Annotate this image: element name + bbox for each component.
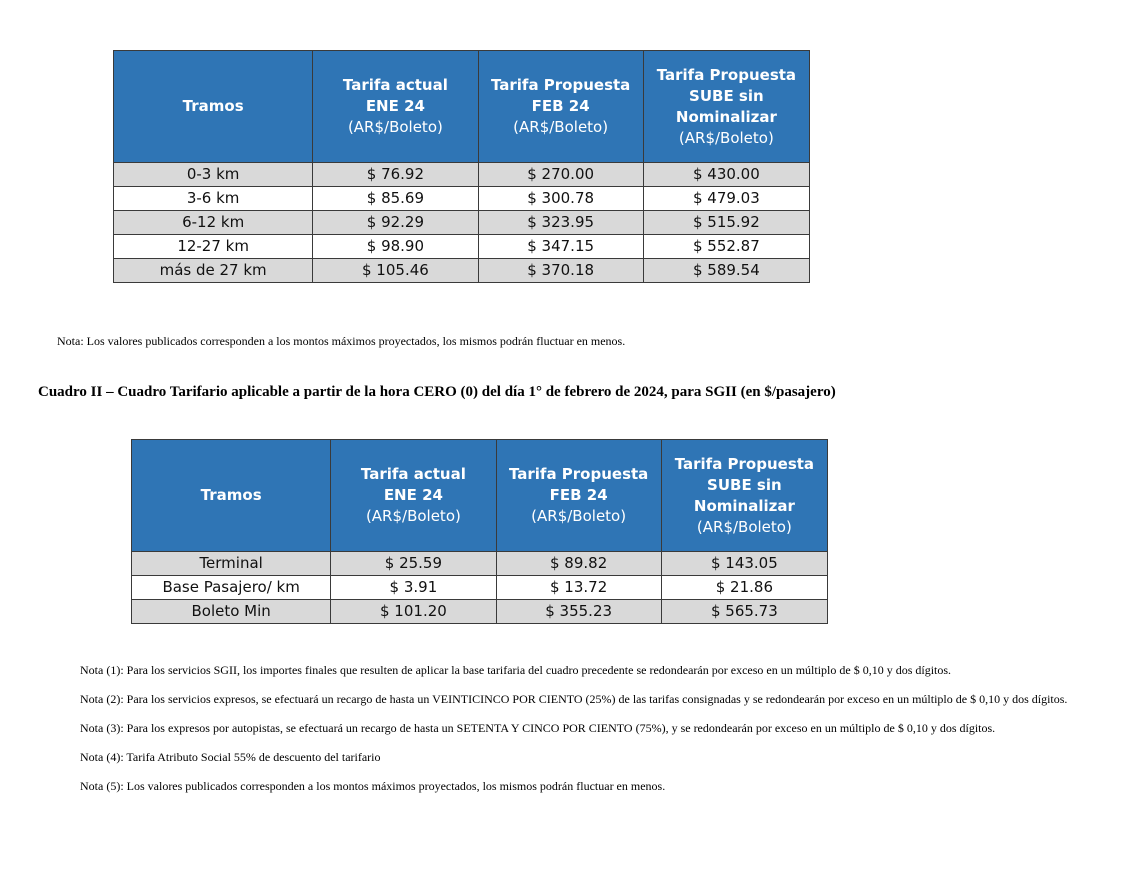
cell-tarifa-actual: $ 98.90 — [313, 235, 478, 259]
header-tarifa-actual — [313, 51, 478, 163]
table-row — [114, 259, 810, 283]
table-row — [132, 552, 828, 576]
cell-tarifa-actual: $ 105.46 — [313, 259, 478, 283]
cell-tarifa-actual: $ 85.69 — [313, 187, 478, 211]
cell-tarifa-sube: $ 589.54 — [643, 259, 809, 283]
cell-tarifa-propuesta: $ 370.18 — [478, 259, 643, 283]
cell-tarifa-propuesta: $ 89.82 — [496, 552, 661, 576]
cell-tarifa-sube: $ 21.86 — [661, 576, 827, 600]
header-tarifa-propuesta — [478, 51, 643, 163]
header-line: Tarifa Propuesta — [490, 76, 631, 94]
cell-tramo: Base Pasajero/ km — [132, 576, 331, 600]
header-line: SUBE sin — [689, 86, 764, 105]
header-tramos — [114, 51, 313, 163]
cell-tarifa-actual: $ 25.59 — [331, 552, 496, 576]
table-row — [114, 235, 810, 259]
cell-tarifa-sube: $ 143.05 — [661, 552, 827, 576]
cell-tarifa-actual: $ 76.92 — [313, 163, 478, 187]
cell-tarifa-actual: $ 92.29 — [313, 211, 478, 235]
cell-tarifa-actual: $ 101.20 — [331, 600, 496, 624]
cell-tarifa-sube: $ 565.73 — [661, 600, 827, 624]
cell-tarifa-propuesta: $ 347.15 — [478, 235, 643, 259]
header-unit: (AR$/Boleto) — [678, 128, 774, 147]
header-unit: (AR$/Boleto) — [513, 118, 609, 136]
fare-table-1-header-row — [114, 51, 810, 163]
note-1: Nota (1): Para los servicios SGII, los importes finales que resulten de aplicar la base tarifaria del cuadro precedente se redondearán por exceso en un múltiplo de $ 0,10 y dos dígitos. — [80, 663, 952, 677]
cell-tramo: 3-6 km — [114, 187, 313, 211]
header-unit: (AR$/Boleto) — [696, 517, 792, 536]
header-line: Tarifa Propuesta — [656, 65, 797, 84]
cell-tarifa-sube: $ 515.92 — [643, 211, 809, 235]
fare-table-1 — [113, 50, 810, 283]
fare-table-2 — [131, 439, 828, 624]
cell-tramo: 6-12 km — [114, 211, 313, 235]
cell-tramo: más de 27 km — [114, 259, 313, 283]
header-line: Tarifa actual — [360, 465, 466, 483]
note-2: Nota (2): Para los servicios expresos, se efectuará un recargo de hasta un VEINTICINCO POR CIENTO (25%) de las tarifas consignadas y se redondearán por exceso en un múltiplo de $ 0,10 y dos dígitos. — [80, 692, 1068, 706]
table-row — [114, 163, 810, 187]
note-4: Nota (4): Tarifa Atributo Social 55% de descuento del tarifario — [80, 750, 381, 764]
note-top: Nota: Los valores publicados corresponden a los montos máximos proyectados, los mismos podrán fluctuar en menos. — [57, 334, 626, 348]
cell-tarifa-propuesta: $ 13.72 — [496, 576, 661, 600]
fare-table-2-header-row — [132, 440, 828, 552]
header-unit: (AR$/Boleto) — [531, 507, 627, 525]
header-tarifa-sube — [643, 51, 809, 163]
table-row — [132, 600, 828, 624]
header-line: Tarifa Propuesta — [674, 454, 815, 473]
table-2-caption: Cuadro II – Cuadro Tarifario aplicable a partir de la hora CERO (0) del día 1° de febrero de 2024, para SGII (en $/pasajero) — [38, 384, 836, 400]
header-tarifa-propuesta — [496, 440, 661, 552]
header-line: FEB 24 — [531, 97, 590, 115]
cell-tarifa-propuesta: $ 300.78 — [478, 187, 643, 211]
note-5: Nota (5): Los valores publicados corresponden a los montos máximos proyectados, los mismos podrán fluctuar en menos. — [80, 779, 666, 793]
header-tramos — [132, 440, 331, 552]
table-row — [132, 576, 828, 600]
header-line: Nominalizar — [693, 496, 795, 515]
cell-tarifa-propuesta: $ 270.00 — [478, 163, 643, 187]
table-row — [114, 211, 810, 235]
table-row — [114, 187, 810, 211]
cell-tarifa-sube: $ 479.03 — [643, 187, 809, 211]
header-line: SUBE sin — [707, 475, 782, 494]
header-line: ENE 24 — [365, 97, 425, 115]
header-line: Tarifa actual — [342, 76, 448, 94]
cell-tarifa-sube: $ 430.00 — [643, 163, 809, 187]
cell-tramo: Terminal — [132, 552, 331, 576]
cell-tramo: 0-3 km — [114, 163, 313, 187]
cell-tramo: 12-27 km — [114, 235, 313, 259]
header-line: Tramos — [182, 97, 244, 115]
header-unit: (AR$/Boleto) — [365, 507, 461, 525]
header-tarifa-actual — [331, 440, 496, 552]
header-line: ENE 24 — [383, 486, 443, 504]
cell-tarifa-propuesta: $ 323.95 — [478, 211, 643, 235]
cell-tramo: Boleto Min — [132, 600, 331, 624]
header-line: Nominalizar — [675, 107, 777, 126]
cell-tarifa-propuesta: $ 355.23 — [496, 600, 661, 624]
header-line: Tramos — [200, 486, 262, 504]
header-unit: (AR$/Boleto) — [347, 118, 443, 136]
header-line: FEB 24 — [549, 486, 608, 504]
cell-tarifa-actual: $ 3.91 — [331, 576, 496, 600]
header-tarifa-sube — [661, 440, 827, 552]
note-3: Nota (3): Para los expresos por autopistas, se efectuará un recargo de hasta un SETENTA Y CINCO POR CIENTO (75%), y se redondearán por exceso en un múltiplo de $ 0,10 y dos dígitos. — [80, 721, 996, 735]
cell-tarifa-sube: $ 552.87 — [643, 235, 809, 259]
header-line: Tarifa Propuesta — [508, 465, 649, 483]
notes-section — [80, 662, 1068, 807]
